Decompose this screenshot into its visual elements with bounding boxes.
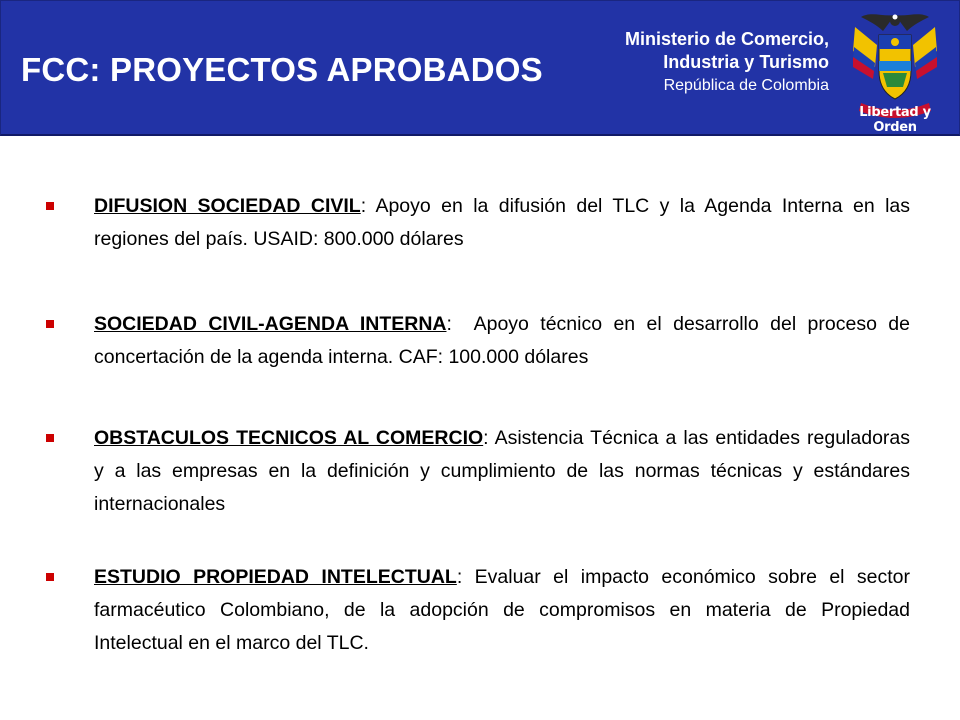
ministry-line-2: Industria y Turismo: [663, 52, 829, 72]
list-item: [40, 422, 910, 521]
bullet-square-icon: [46, 320, 54, 328]
item-term: OBSTACULOS TECNICOS AL COMERCIO: [94, 427, 484, 449]
bullet-square-icon: [46, 202, 54, 210]
item-text: Apoyo en la difusión del TLC y la Agenda Interna en las regiones del país. USAID: 800.000 dólares: [94, 195, 910, 250]
slide-header: [0, 0, 960, 136]
item-separator: :: [360, 195, 367, 217]
item-separator: :: [456, 566, 463, 588]
list-item: [40, 561, 910, 660]
ministry-name: [625, 28, 829, 97]
item-separator: :: [483, 427, 489, 449]
item-term: ESTUDIO PROPIEDAD INTELECTUAL: [94, 566, 457, 588]
bullet-square-icon: [46, 573, 54, 581]
ministry-line-1: Ministerio de Comercio,: [624, 29, 829, 49]
item-text: Asistencia Técnica a las entidades reguladoras y a las empresas en la definición y cumplimiento de las normas técnicas y estándares internacionales: [94, 427, 911, 515]
item-text: Evaluar el impacto económico sobre el sector farmacéutico Colombiano, de la adopción de compromisos en materia de Propiedad Intelectual en el marco del TLC.: [94, 566, 910, 654]
item-text: Apoyo técnico en el desarrollo del proceso de concertación de la agenda interna. CAF: 100.000 dólares: [94, 313, 916, 368]
ministry-line-3: República de Colombia: [663, 77, 829, 94]
list-item: [40, 308, 916, 374]
slide-title: FCC: PROYECTOS APROBADOS: [21, 51, 543, 88]
item-term: DIFUSION SOCIEDAD CIVIL: [94, 195, 361, 217]
item-term: SOCIEDAD CIVIL-AGENDA INTERNA: [94, 313, 447, 335]
list-item: [40, 190, 910, 256]
crest-motto: Libertad y Orden: [859, 105, 931, 135]
item-separator: :: [446, 313, 452, 335]
bullet-square-icon: [46, 434, 54, 442]
bullet-list: [40, 190, 916, 710]
